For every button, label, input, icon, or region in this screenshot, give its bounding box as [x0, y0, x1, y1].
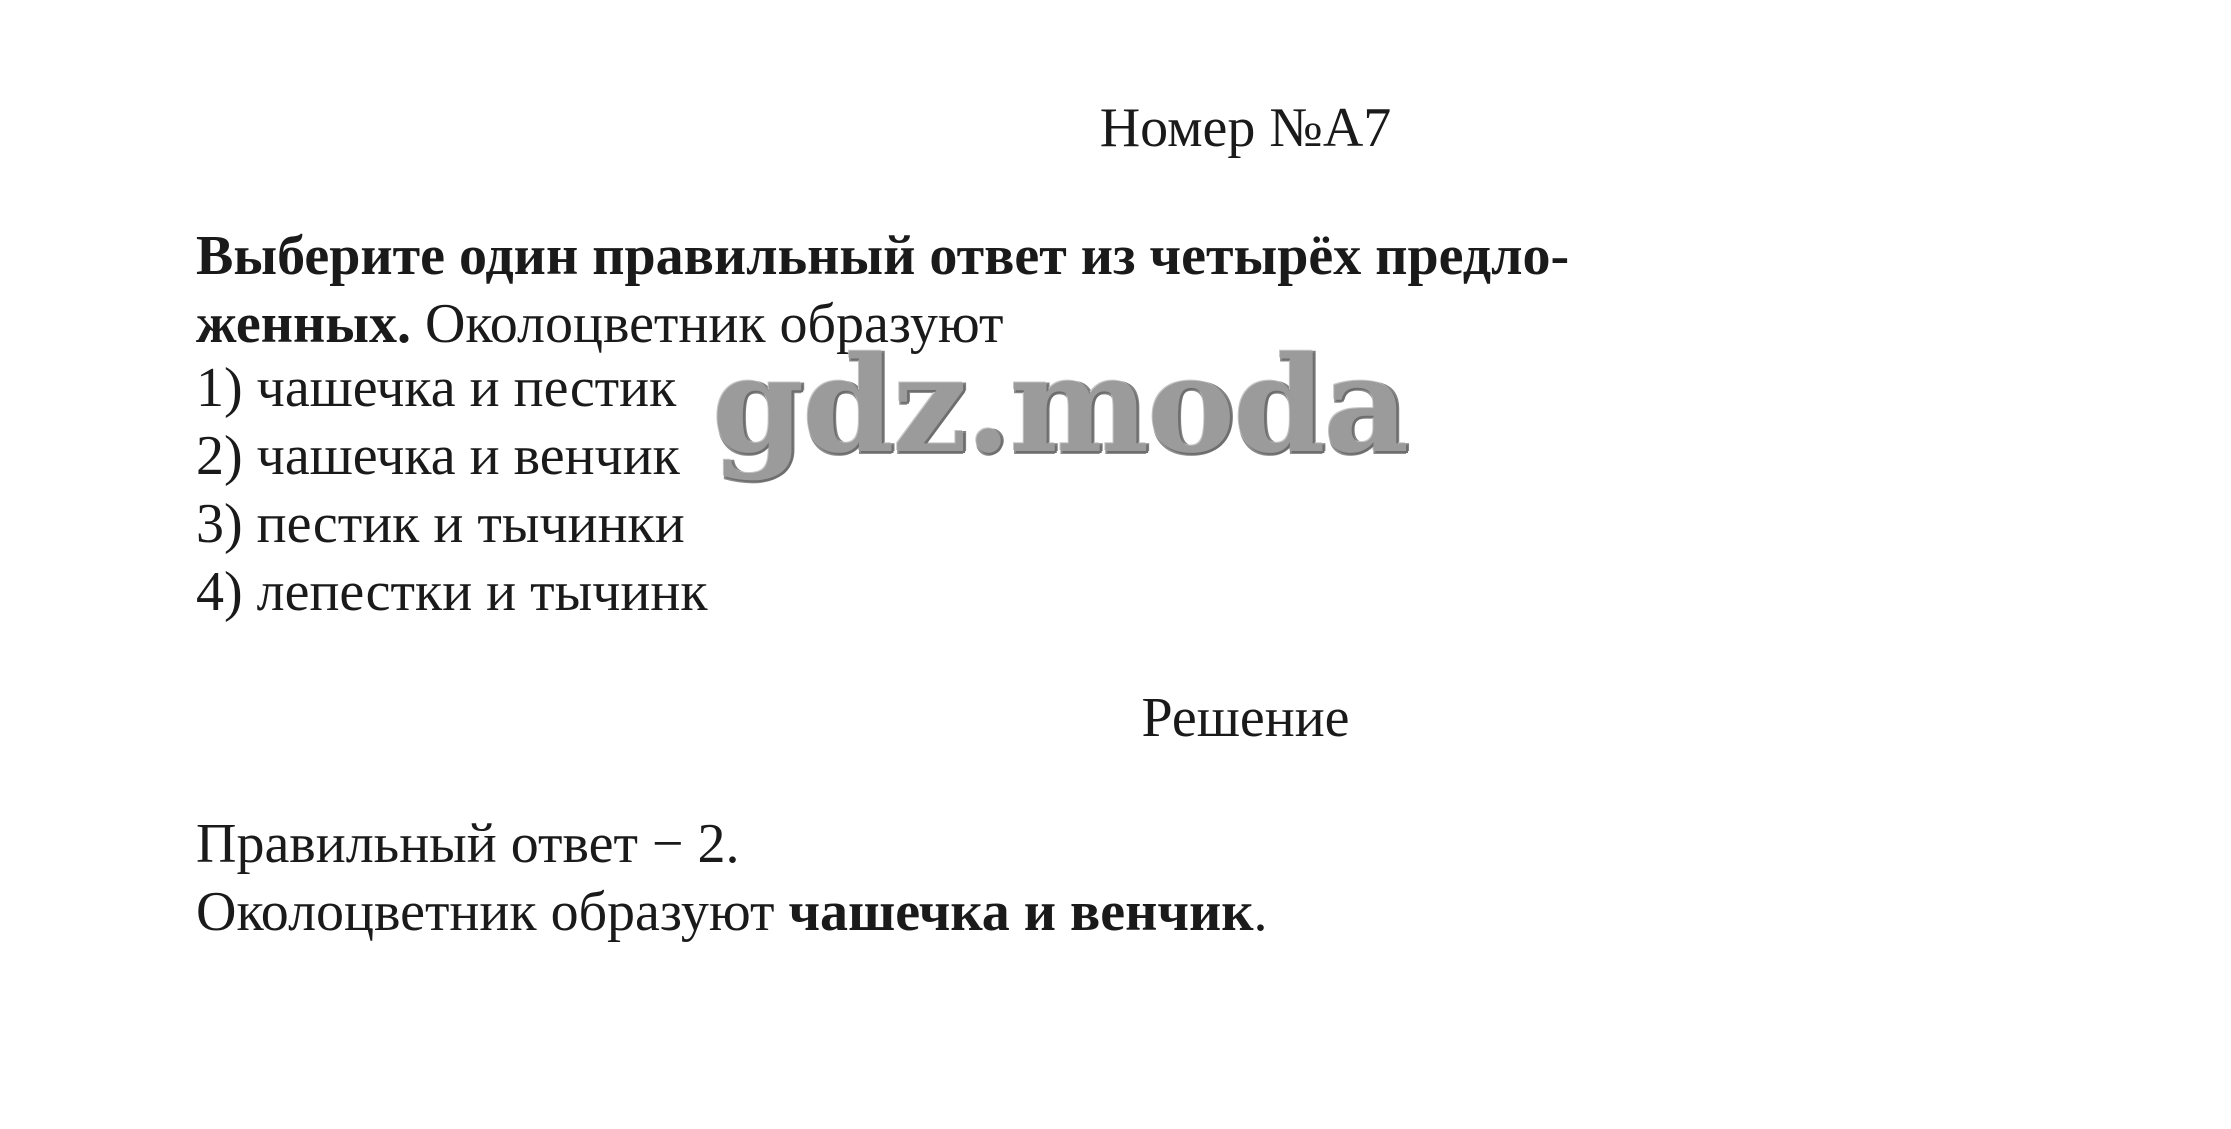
- explanation-line: [196, 878, 1268, 946]
- question-bold-line-1: Выберите один правильный ответ из четырёх предло-: [196, 225, 1570, 287]
- answer-option-3: 3) пестик и тычинки: [196, 493, 685, 555]
- question-plain-part: Околоцветник образуют: [410, 293, 1004, 355]
- answer-option-2: 2) чашечка и венчик: [196, 425, 680, 487]
- solution-heading: Решение: [1141, 687, 1350, 749]
- question-bold-line-2: женных.: [196, 293, 411, 355]
- explanation-suffix: .: [1253, 881, 1268, 943]
- answer-option-1: 1) чашечка и пестик: [196, 357, 677, 419]
- answer-option-4: 4) лепестки и тычинк: [196, 561, 708, 623]
- explanation-prefix: Околоцветник образуют: [196, 881, 789, 943]
- task-number-title: Номер №А7: [1099, 97, 1392, 159]
- watermark-logo: gdz.moda: [712, 328, 1408, 483]
- explanation-bold: чашечка и венчик: [788, 881, 1254, 943]
- correct-answer-line: Правильный ответ − 2.: [196, 813, 740, 875]
- solution-answer: [196, 810, 1268, 946]
- answer-options-list: [196, 354, 708, 626]
